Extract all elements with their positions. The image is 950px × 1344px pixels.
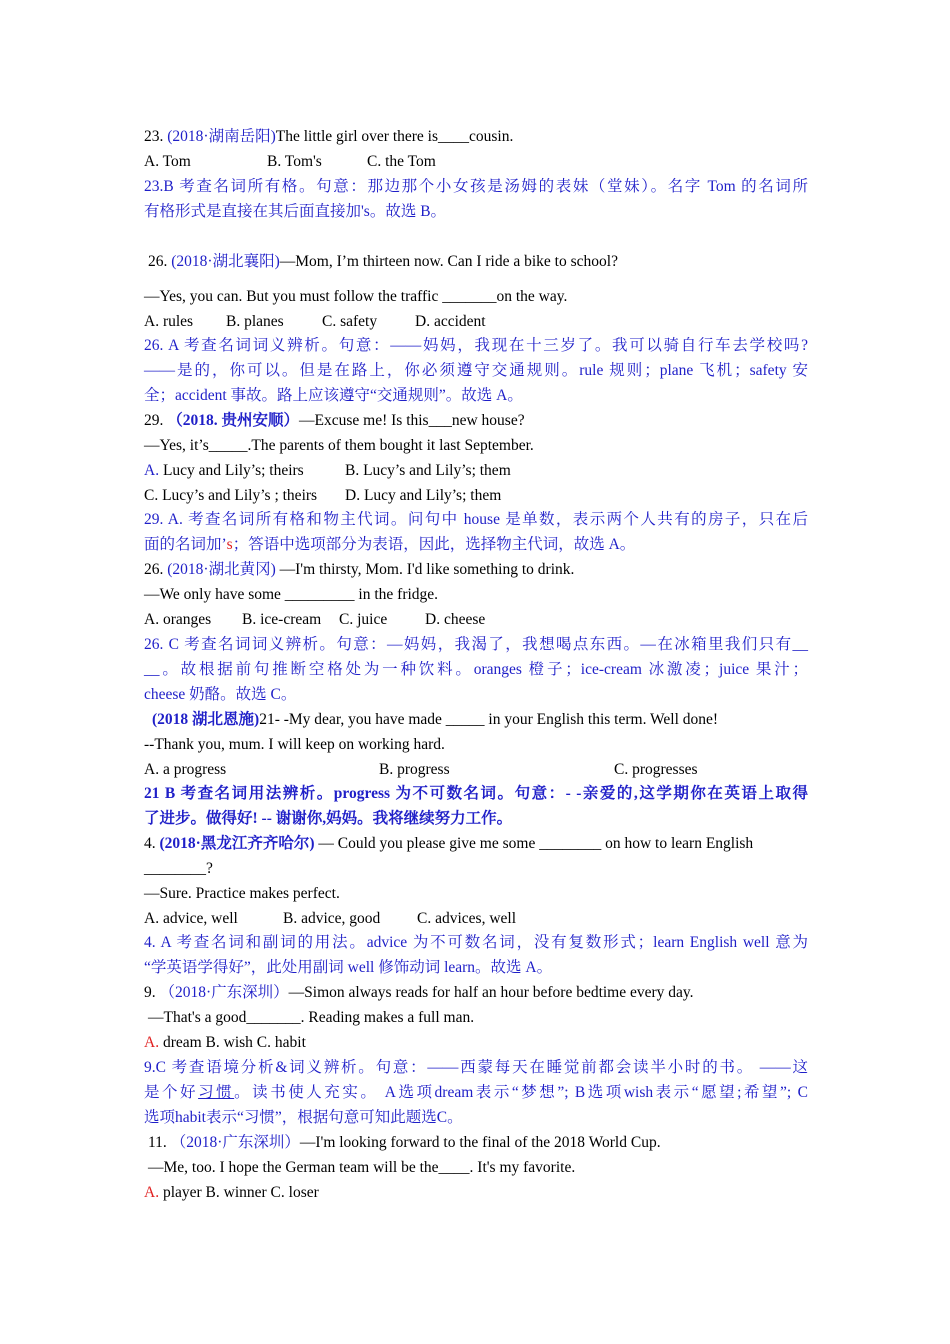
answer-21-line1: 21 B 考查名词用法辨析。progress 为不可数名词。句意：- -亲爱的,这学期你在英语上取得	[144, 785, 808, 802]
source-tag: （2018. 贵州安顺）	[167, 412, 300, 429]
reply-26-huanggang: —We only have some _________ in the fridge.	[144, 586, 439, 603]
answer-21-line2: 了进步。做得好! -- 谢谢你,妈妈。我将继续努力工作。	[144, 810, 513, 827]
question-26-xiangyang: 26. (2018·湖北襄阳)—Mom, I’m thirteen now. Can I ride a bike to school?	[148, 253, 618, 270]
options-26-huanggang: A. oranges B. ice-cream C. juice D. cheese	[144, 611, 486, 628]
answer-23-line1: 23.B 考查名词所有格。句意：那边那个小女孩是汤姆的表妹（堂妹）。名字 Tom 的名词所	[144, 178, 808, 195]
options-4: A. advice, well B. advice, good C. advices, well	[144, 910, 517, 927]
options-23: A. Tom B. Tom's C. the Tom	[144, 153, 436, 170]
answer-9-line2: 是个好习惯。读书使人充实。 A选项dream表示“梦想”; B选项wish表示“愿望;希望”; C	[144, 1084, 808, 1101]
answer-4-line1: 4. A 考查名词和副词的用法。advice 为不可数名词，没有复数形式；learn English well 意为	[144, 934, 808, 951]
reply-26-xiangyang: —Yes, you can. But you must follow the traffic _______on the way.	[144, 288, 568, 305]
options-26-xiangyang: A. rules B. planes C. safety D. accident	[144, 313, 486, 330]
options-11: A. player B. winner C. loser	[144, 1184, 319, 1201]
question-23: 23. (2018·湖南岳阳)The little girl over there is____cousin.	[144, 128, 514, 145]
source-tag: (2018·黑龙江齐齐哈尔)	[159, 835, 315, 852]
question-29: 29. （2018. 贵州安顺）—Excuse me! Is this___new house?	[144, 412, 525, 429]
reply-21: --Thank you, mum. I will keep on working hard.	[144, 736, 445, 753]
answer-9-line3: 选项habit表示“习惯”，根据句意可知此题选C。	[144, 1109, 463, 1126]
answer-29-line2: 面的名词加’s；答语中选项部分为表语，因此，选择物主代词，故选 A。	[144, 536, 636, 553]
question-21: (2018 湖北恩施)21- -My dear, you have made _____ in your English this term. Well done!	[152, 711, 719, 728]
answer-4-line2: “学英语学得好”，此处用副词 well 修饰动词 learn。故选 A。	[144, 959, 553, 976]
options-29-ab: A. Lucy and Lily’s; theirs B. Lucy’s and Lily’s; them	[144, 462, 511, 479]
options-9: A. dream B. wish C. habit	[144, 1034, 306, 1051]
answer-23-line2: 有格形式是直接在其后面直接加's。故选 B。	[144, 203, 447, 220]
source-tag: (2018·湖北黄冈)	[167, 561, 276, 578]
options-29-cd: C. Lucy’s and Lily’s ; theirs D. Lucy and Lily’s; them	[144, 487, 502, 504]
answer-26-xiangyang-line3: 全；accident 事故。路上应该遵守“交通规则”。故选 A。	[144, 387, 523, 404]
question-9: 9. （2018·广东深圳）—Simon always reads for half an hour before bedtime every day.	[144, 984, 694, 1001]
question-4-cont: ________?	[144, 860, 213, 877]
answer-26-huanggang-line3: cheese 奶酪。故选 C。	[144, 686, 297, 703]
answer-26-xiangyang-line1: 26. A 考查名词词义辨析。句意：——妈妈，我现在十三岁了。我可以骑自行车去学校吗?	[144, 337, 808, 354]
source-tag: (2018·湖北襄阳)	[171, 253, 280, 270]
question-4: 4. (2018·黑龙江齐齐哈尔) — Could you please give me some ________ on how to learn English	[144, 835, 754, 852]
question-11: 11. （2018·广东深圳）—I'm looking forward to the final of the 2018 World Cup.	[148, 1134, 661, 1151]
source-tag: (2018·湖南岳阳)	[167, 128, 276, 145]
source-tag: （2018·广东深圳）	[159, 984, 289, 1001]
answer-26-huanggang-line2: __。故根据前句推断空格处为一种饮料。oranges 橙子；ice-cream 冰激凌；juice 果汁；	[144, 661, 808, 678]
reply-4: —Sure. Practice makes perfect.	[144, 885, 340, 902]
question-26-huanggang: 26. (2018·湖北黄冈) —I'm thirsty, Mom. I'd like something to drink.	[144, 561, 575, 578]
reply-9: —That's a good_______. Reading makes a full man.	[148, 1009, 475, 1026]
options-21: A. a progress B. progress C. progresses	[144, 761, 698, 778]
answer-26-xiangyang-line2: ——是的，你可以。但是在路上，你必须遵守交通规则。rule 规则；plane 飞机；safety 安	[144, 362, 808, 379]
reply-11: —Me, too. I hope the German team will be the____. It's my favorite.	[148, 1159, 576, 1176]
source-tag: (2018 湖北恩施)	[152, 711, 260, 728]
source-tag: （2018·广东深圳）	[170, 1134, 300, 1151]
answer-29-line1: 29. A. 考查名词所有格和物主代词。问句中 house 是单数，表示两个人共有的房子，只在后	[144, 511, 808, 528]
answer-9-line1: 9.C 考查语境分析&词义辨析。句意：——西蒙每天在睡觉前都会读半小时的书。 ——这	[144, 1059, 808, 1076]
reply-29: —Yes, it’s_____.The parents of them bought it last September.	[144, 437, 534, 454]
answer-26-huanggang-line1: 26. C 考查名词词义辨析。句意：—妈妈，我渴了，我想喝点东西。—在冰箱里我们只有__	[144, 636, 808, 653]
